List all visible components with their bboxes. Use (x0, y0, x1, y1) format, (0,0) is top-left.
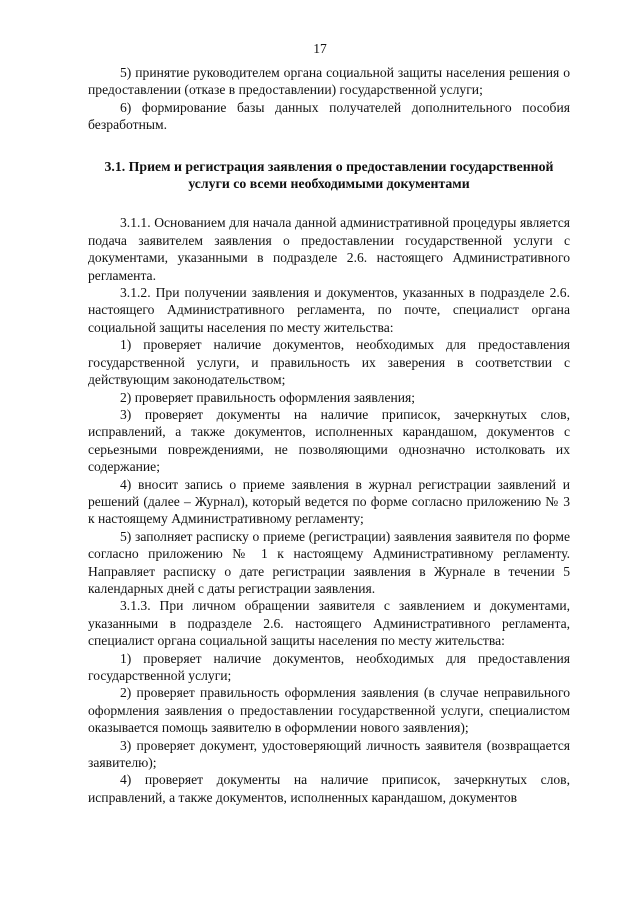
section-paragraph: 2) проверяет правильность оформления заявления; (120, 389, 416, 405)
section-paragraph: 1) проверяет наличие документов, необходимых для предоставления государственной услуги; (88, 650, 570, 683)
section-paragraph: 2) проверяет правильность оформления заявления (в случае неправильного оформления заявления о предоставлении государственной услуги, специалистом оказывается помощь заявителю в оформлении нового заявления); (88, 685, 570, 736)
page-number: 17 (313, 41, 327, 56)
page-content (88, 64, 570, 806)
section-paragraph: 4) проверяет документы на наличие приписок, зачеркнутых слов, исправлений, а также документов, исполненных карандашом, документов (88, 772, 570, 805)
section-paragraph: 3) проверяет документы на наличие приписок, зачеркнутых слов, исправлений, а также документов, исполненных карандашом, документов с серьезными повреждениями, не позволяющими однозначно истолковать их содержание; (88, 406, 570, 475)
section-paragraph: 4) вносит запись о приеме заявления в журнал регистрации заявлений и решений (далее – Журнал), который ведется по форме согласно приложению № 3 к настоящему Административному регламенту; (88, 476, 570, 527)
section-paragraph: 3.1.2. При получении заявления и документов, указанных в подразделе 2.6. настоящего Административного регламента, по почте, специалист органа социальной защиты населения по месту жительства: (88, 285, 570, 335)
intro-paragraph-1: 5) принятие руководителем органа социальной защиты населения решения о предоставлении (отказе в предоставлении) государственной услуги; (88, 65, 570, 98)
section-heading: 3.1. Прием и регистрация заявления о предоставлении государственной услуги со всеми необходимыми документами (104, 158, 554, 192)
section-paragraph: 3.1.3. При личном обращении заявителя с заявлением и документами, указанными в подразделе 2.6. настоящего Административного регламента, специалист органа социальной защиты населения по месту жительства: (88, 598, 570, 649)
section-paragraph: 3) проверяет документ, удостоверяющий личность заявителя (возвращается заявителю); (88, 737, 570, 771)
intro-paragraph-2: 6) формирование базы данных получателей дополнительного пособия безработным. (88, 99, 570, 133)
section-paragraph: 5) заполняет расписку о приеме (регистрации) заявления заявителя по форме согласно приложению № 1 к настоящему Административному регламенту. Направляет расписку о дате регистрации заявления в Журнале в течении 5 календарных дней с даты регистрации заявления. (88, 528, 570, 596)
section-paragraph: 1) проверяет наличие документов, необходимых для предоставления государственной услуги, и правильность их заверения в соответствии с действующим законодательством; (88, 337, 570, 388)
section-paragraph: 3.1.1. Основанием для начала данной административной процедуры является подача заявителем заявления о предоставлении государственной услуги с документами, указанными в подразделе 2.6. настоящего Административного регламента. (88, 215, 570, 283)
